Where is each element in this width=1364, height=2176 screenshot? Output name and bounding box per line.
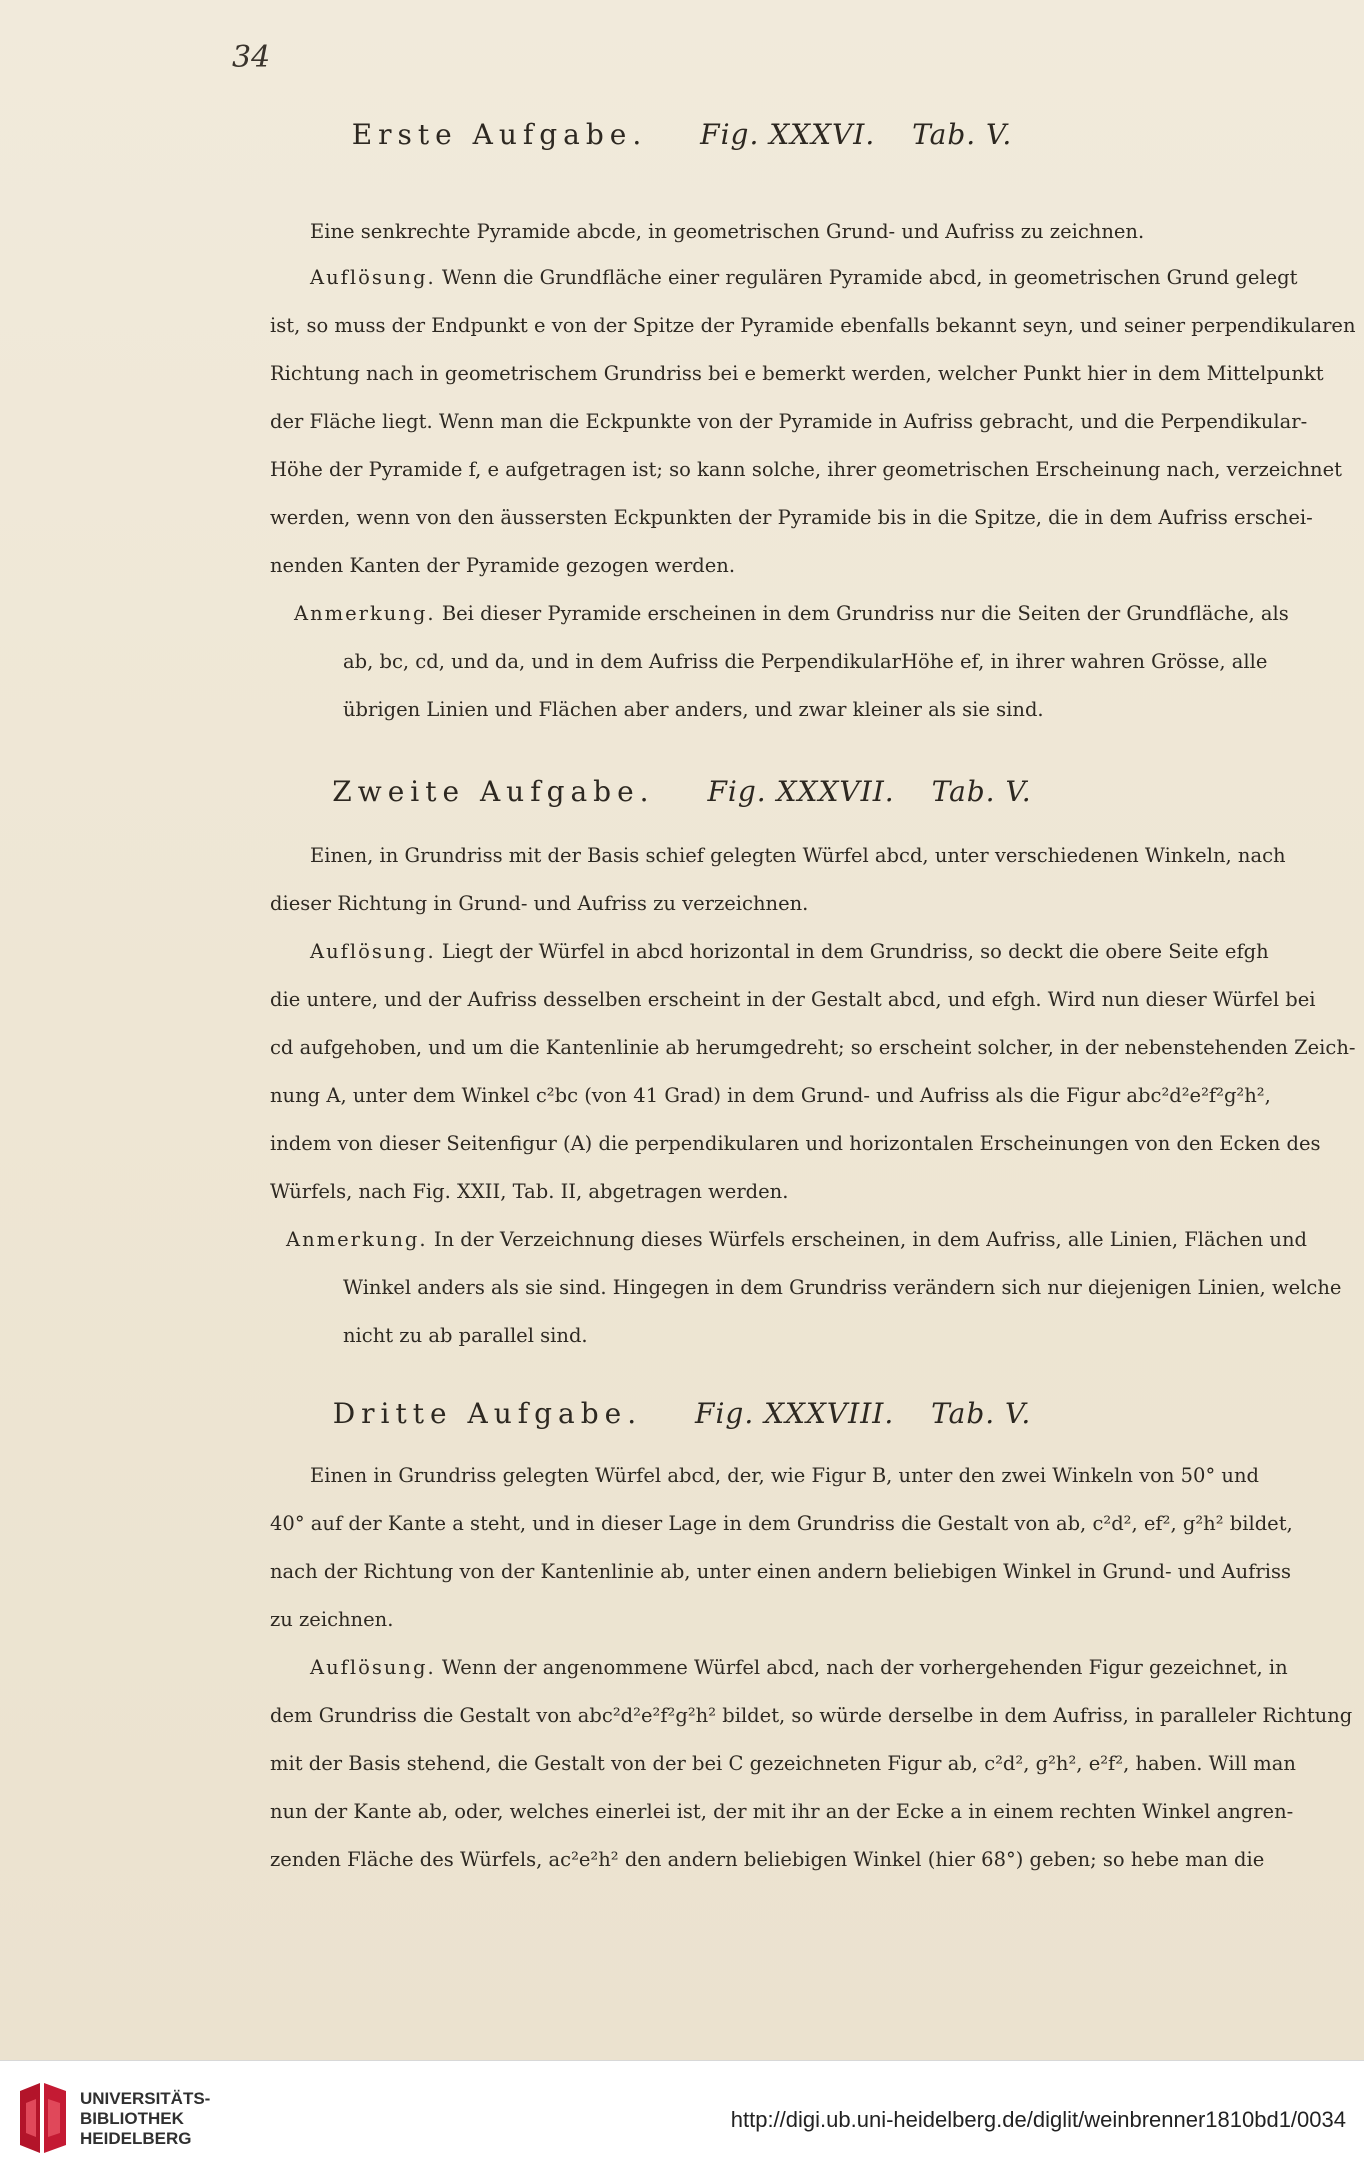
text-line: nung A, unter dem Winkel c²bc (von 41 Grad) in dem Grund- und Aufriss als die Figur abc²d²e²f²g²h², [270,1084,1271,1107]
text-line: ist, so muss der Endpunkt e von der Spitze der Pyramide ebenfalls bekannt seyn, und seiner perpendikularen [270,314,1356,337]
text-line: ab, bc, cd, und da, und in dem Aufriss die PerpendikularHöhe ef, in ihrer wahren Grösse, alle [343,650,1268,673]
text-line: nach der Richtung von der Kantenlinie ab, unter einen andern beliebigen Winkel in Grund- und Aufriss [270,1560,1291,1583]
text-line: zenden Fläche des Würfels, ac²e²h² den andern beliebigen Winkel (hier 68°) geben; so hebe man die [270,1848,1265,1871]
text-line: Höhe der Pyramide f, e aufgetragen ist; so kann solche, ihrer geometrischen Erscheinung nach, verzeichnet [270,458,1342,481]
text-line: indem von dieser Seitenfigur (A) die perpendikularen und horizontalen Erscheinungen von den Ecken des [270,1132,1321,1155]
lead-word: Auflösung. [310,1656,436,1679]
text-line: Einen in Grundriss gelegten Würfel abcd, der, wie Figur B, unter den zwei Winkeln von 50° und [310,1464,1260,1487]
text-line: die untere, und der Aufriss desselben erscheint in der Gestalt abcd, und efgh. Wird nun dieser Würfel bei [270,988,1316,1011]
source-url[interactable]: http://digi.ub.uni-heidelberg.de/diglit/weinbrenner1810bd1/0034 [730,2107,1346,2132]
text-line: cd aufgehoben, und um die Kantenlinie ab herumgedreht; so erscheint solcher, in der nebenstehenden Zeich- [270,1036,1356,1059]
library-logo-text: UNIVERSITÄTS- BIBLIOTHEK HEIDELBERG [80,2089,211,2148]
section-heading-3 [0,1397,1364,1430]
lead-word: Auflösung. [310,266,436,289]
text-line: nun der Kante ab, oder, welches einerlei ist, der mit ihr an der Ecke a in einem rechten Winkel angren- [270,1800,1294,1823]
text-line: Anmerkung. Bei dieser Pyramide erscheinen in dem Grundriss nur die Seiten der Grundfläche, als [294,602,1289,625]
heading-title: Zweite Aufgabe. [332,775,655,808]
text-line: dem Grundriss die Gestalt von abc²d²e²f²g²h² bildet, so würde derselbe in dem Aufriss, in paralleler Richtung [270,1704,1353,1727]
text-line: 40° auf der Kante a steht, und in dieser Lage in dem Grundriss die Gestalt von ab, c²d², ef², g²h² bildet, [270,1512,1293,1535]
heading-title: Erste Aufgabe. [351,118,648,151]
heading-fig: Fig. XXXVIII. [695,1397,895,1430]
text-line: Auflösung. Wenn der angenommene Würfel abcd, nach der vorhergehenden Figur gezeichnet, in [310,1656,1288,1679]
heading-fig: Fig. XXXVI. [700,118,876,151]
text-line: zu zeichnen. [270,1608,394,1631]
heading-fig: Fig. XXXVII. [707,775,895,808]
section-heading-1 [0,118,1364,151]
text-line: Auflösung. Wenn die Grundfläche einer regulären Pyramide abcd, in geometrischen Grund gelegt [310,266,1298,289]
university-seal-icon [14,2081,72,2155]
text-line: Auflösung. Liegt der Würfel in abcd horizontal in dem Grundriss, so deckt die obere Seite efgh [310,940,1269,963]
footer-bar [0,2060,1364,2176]
text-line: übrigen Linien und Flächen aber anders, und zwar kleiner als sie sind. [343,698,1044,721]
text-line: werden, wenn von den äussersten Eckpunkten der Pyramide bis in die Spitze, die in dem Aufriss erschei- [270,506,1313,529]
text-line: Würfels, nach Fig. XXII, Tab. II, abgetragen werden. [270,1180,789,1203]
text-line: Eine senkrechte Pyramide abcde, in geometrischen Grund- und Aufriss zu zeichnen. [310,220,1145,243]
text-line: mit der Basis stehend, die Gestalt von der bei C gezeichneten Figur ab, c²d², g²h², e²f², haben. Will man [270,1752,1296,1775]
lead-word: Anmerkung. [294,602,436,625]
text-line: nenden Kanten der Pyramide gezogen werden. [270,554,736,577]
lead-word: Auflösung. [310,940,436,963]
section-heading-2 [0,775,1364,808]
heading-tab: Tab. V. [931,1397,1032,1430]
lead-word: Anmerkung. [286,1228,428,1251]
text-line: der Fläche liegt. Wenn man die Eckpunkte von der Pyramide in Aufriss gebracht, und die Perpendikular- [270,410,1308,433]
page-number: 34 [232,40,271,75]
heading-tab: Tab. V. [912,118,1013,151]
text-line: Richtung nach in geometrischem Grundriss bei e bemerkt werden, welcher Punkt hier in dem Mittelpunkt [270,362,1324,385]
text-line: Winkel anders als sie sind. Hingegen in dem Grundriss verändern sich nur diejenigen Linien, welche [343,1276,1342,1299]
text-line: Anmerkung. In der Verzeichnung dieses Würfels erscheinen, in dem Aufriss, alle Linien, Flächen und [286,1228,1307,1251]
text-line: Einen, in Grundriss mit der Basis schief gelegten Würfel abcd, unter verschiedenen Winkeln, nach [310,844,1286,867]
heading-tab: Tab. V. [931,775,1032,808]
text-line: nicht zu ab parallel sind. [343,1324,588,1347]
heading-title: Dritte Aufgabe. [332,1397,643,1430]
text-line: dieser Richtung in Grund- und Aufriss zu verzeichnen. [270,892,809,915]
